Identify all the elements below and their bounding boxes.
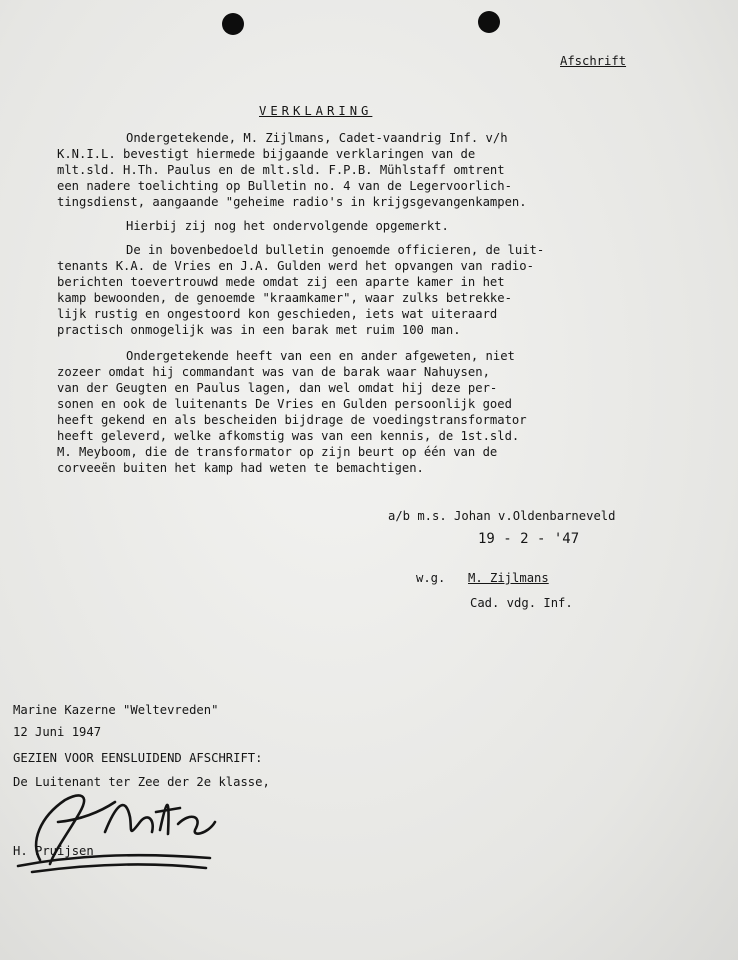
- punch-hole-right: [478, 11, 500, 33]
- para2: Hierbij zij nog het ondervolgende opgemerkt.: [126, 219, 449, 233]
- para4-line2: zozeer omdat hij commandant was van de barak waar Nahuysen,: [57, 365, 490, 379]
- para4-line5: heeft gekend en als bescheiden bijdrage de voedingstransformator: [57, 413, 527, 427]
- para1-line3: mlt.sld. H.Th. Paulus en de mlt.sld. F.P.B. Mühlstaff omtrent: [57, 163, 505, 177]
- para4-line8: corveeën buiten het kamp had weten te bemachtigen.: [57, 461, 424, 475]
- handwritten-signature: [10, 772, 240, 882]
- signatory-name: M. Zijlmans: [468, 571, 549, 585]
- para4-line1: Ondergetekende heeft van een en ander afgeweten, niet: [126, 349, 515, 363]
- cert-officer-title: De Luitenant ter Zee der 2e klasse,: [13, 775, 270, 789]
- para3-line2: tenants K.A. de Vries en J.A. Gulden werd het opvangen van radio-: [57, 259, 534, 273]
- para3-line5: lijk rustig en ongestoord kon geschieden, iets wat uiteraard: [57, 307, 498, 321]
- cert-officer-name: H. Pruijsen: [13, 844, 94, 858]
- para1-line2: K.N.I.L. bevestigt hiermede bijgaande verklaringen van de: [57, 147, 476, 161]
- punch-hole-left: [222, 13, 244, 35]
- para4-line7: M. Meyboom, die de transformator op zijn beurt op één van de: [57, 445, 498, 459]
- cert-place: Marine Kazerne "Weltevreden": [13, 703, 219, 717]
- signatory-rank: Cad. vdg. Inf.: [470, 596, 573, 610]
- para1-line4: een nadere toelichting op Bulletin no. 4 van de Legervoorlich-: [57, 179, 512, 193]
- para4-line3: van der Geugten en Paulus lagen, dan wel omdat hij deze per-: [57, 381, 498, 395]
- signed-prefix: w.g.: [416, 571, 446, 585]
- place-line: a/b m.s. Johan v.Oldenbarneveld: [388, 509, 616, 523]
- document-title: VERKLARING: [259, 104, 373, 118]
- para3-line6: practisch onmogelijk was in een barak met ruim 100 man.: [57, 323, 461, 337]
- copy-mark: Afschrift: [560, 54, 627, 68]
- para3-line1: De in bovenbedoeld bulletin genoemde officieren, de luit-: [126, 243, 545, 257]
- date-line: 19 - 2 - '47: [478, 531, 580, 547]
- para4-line4: sonen en ook de luitenants De Vries en Gulden persoonlijk goed: [57, 397, 512, 411]
- cert-date: 12 Juni 1947: [13, 725, 102, 739]
- para1-line5: tingsdienst, aangaande "geheime radio's in krijgsgevangenkampen.: [57, 195, 527, 209]
- para4-line6: heeft geleverd, welke afkomstig was van een kennis, de 1st.sld.: [57, 429, 520, 443]
- para1-line1: Ondergetekende, M. Zijlmans, Cadet-vaandrig Inf. v/h: [126, 131, 508, 145]
- para3-line4: kamp bewoonden, de genoemde "kraamkamer", waar zulks betrekke-: [57, 291, 512, 305]
- cert-statement: GEZIEN VOOR EENSLUIDEND AFSCHRIFT:: [13, 751, 263, 765]
- para3-line3: berichten toevertrouwd mede omdat zij een aparte kamer in het: [57, 275, 505, 289]
